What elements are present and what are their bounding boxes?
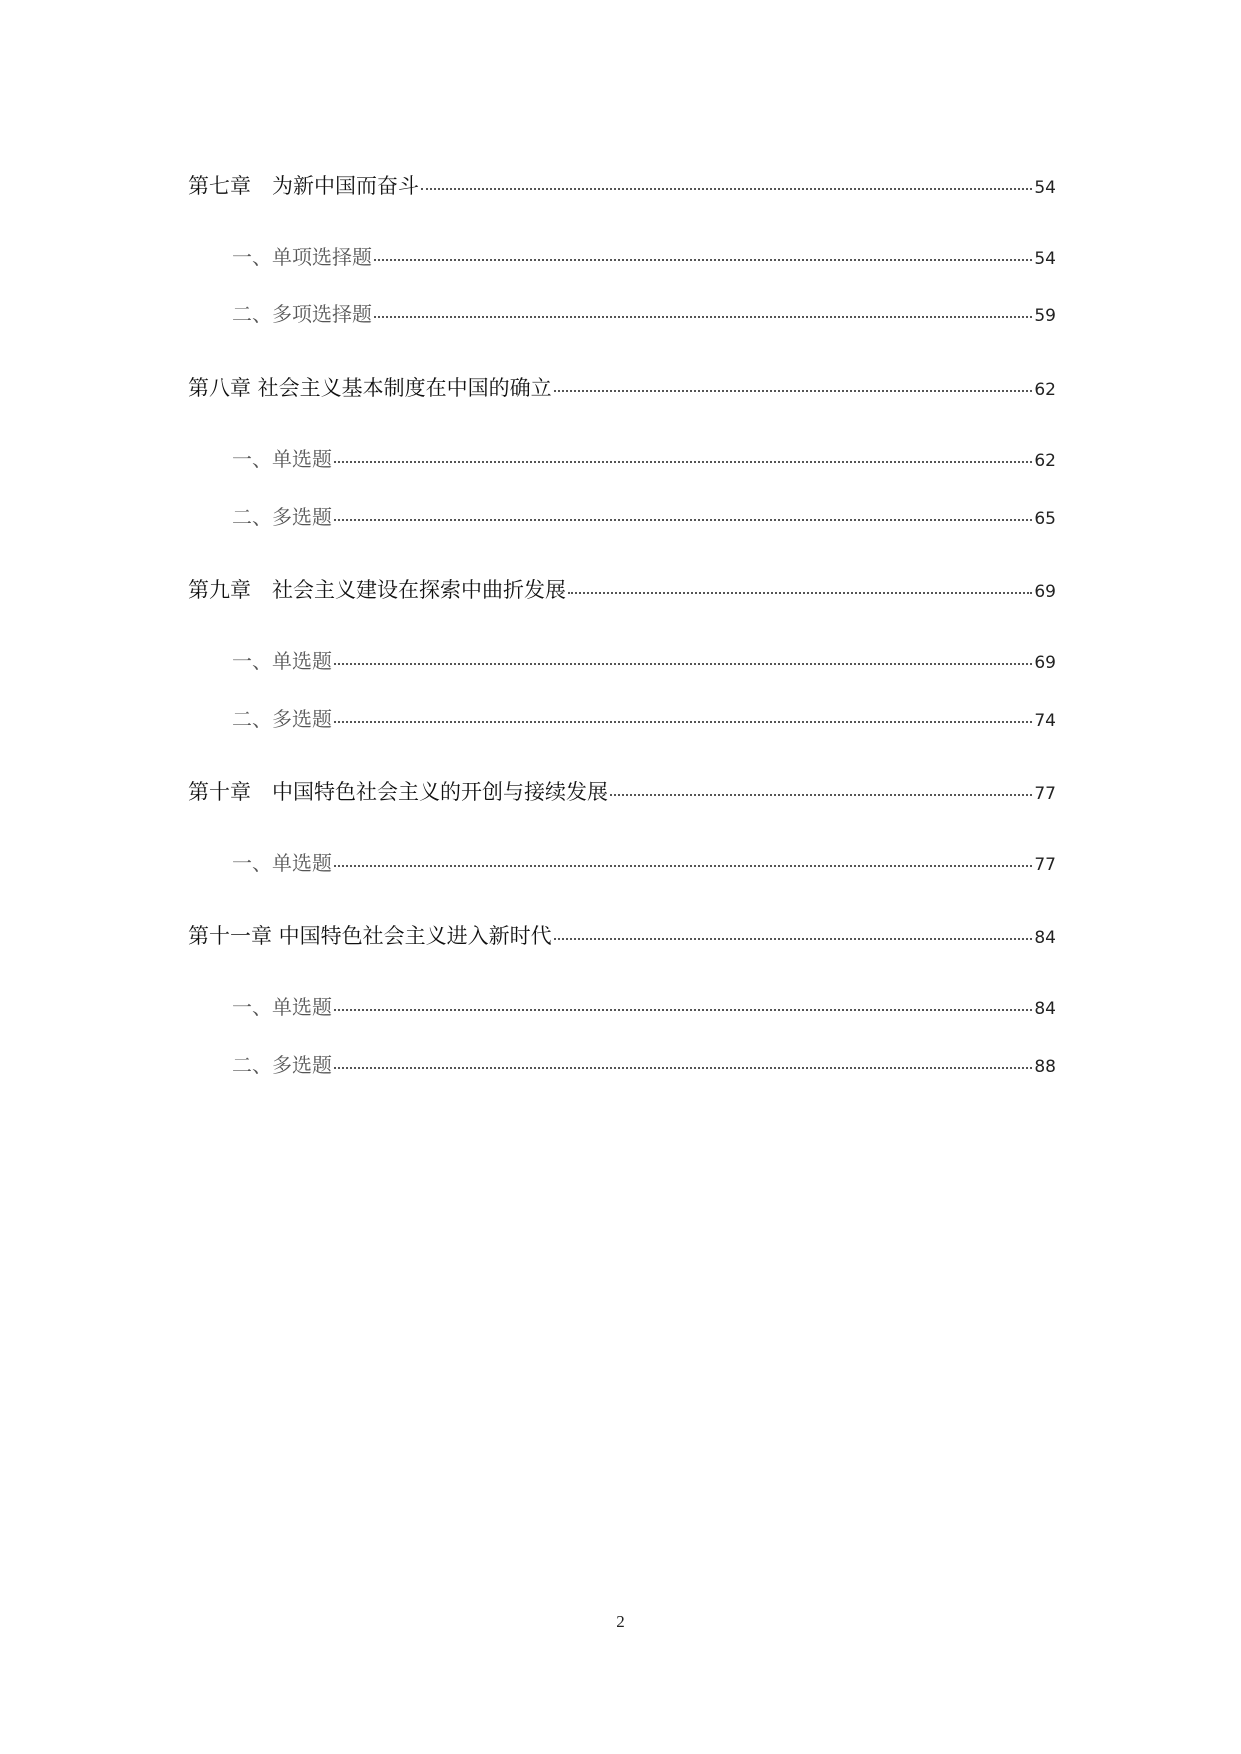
dot-leader xyxy=(554,390,1033,392)
toc-entry-label: 一、单选题 xyxy=(232,995,332,1019)
dot-leader xyxy=(554,938,1033,940)
toc-section[interactable] xyxy=(232,645,1056,674)
toc-entry-page: 88 xyxy=(1034,1057,1056,1077)
toc-entry-page: 62 xyxy=(1034,380,1056,400)
toc-entry-page: 69 xyxy=(1034,653,1056,673)
toc-entry-page: 54 xyxy=(1034,249,1056,269)
toc-section[interactable] xyxy=(232,1049,1056,1078)
toc-entry-label: 第九章 社会主义建设在探索中曲折发展 xyxy=(188,578,566,602)
toc-section[interactable] xyxy=(232,847,1056,876)
dot-leader xyxy=(334,721,1032,723)
dot-leader xyxy=(334,1009,1032,1011)
toc-entry-page: 77 xyxy=(1034,784,1056,804)
toc-entry-page: 84 xyxy=(1034,928,1056,948)
dot-leader xyxy=(334,1067,1032,1069)
dot-leader xyxy=(421,188,1032,190)
toc-entry-page: 65 xyxy=(1034,509,1056,529)
dot-leader xyxy=(334,663,1032,665)
toc-entry-label: 二、多项选择题 xyxy=(232,302,372,326)
toc-entry-page: 84 xyxy=(1034,999,1056,1019)
toc-entry-label: 一、单项选择题 xyxy=(232,245,372,269)
toc-chapter-7[interactable] xyxy=(188,170,1056,200)
dot-leader xyxy=(334,461,1032,463)
toc-entry-page: 77 xyxy=(1034,855,1056,875)
toc-section[interactable] xyxy=(232,443,1056,472)
toc-section[interactable] xyxy=(232,991,1056,1020)
toc-chapter-9[interactable] xyxy=(188,574,1056,604)
toc-entry-page: 54 xyxy=(1034,178,1056,198)
toc-section[interactable] xyxy=(232,501,1056,530)
toc-chapter-8[interactable] xyxy=(188,372,1056,402)
page-number: 2 xyxy=(616,1612,625,1631)
toc-section[interactable] xyxy=(232,241,1056,270)
toc-entry-label: 一、单选题 xyxy=(232,649,332,673)
toc-section[interactable] xyxy=(232,703,1056,732)
table-of-contents xyxy=(188,0,1056,1754)
toc-chapter-11[interactable] xyxy=(188,920,1056,950)
toc-chapter-10[interactable] xyxy=(188,776,1056,806)
dot-leader xyxy=(374,316,1032,318)
toc-entry-page: 69 xyxy=(1034,582,1056,602)
dot-leader xyxy=(334,519,1032,521)
toc-entry-label: 一、单选题 xyxy=(232,447,332,471)
toc-entry-label: 第七章 为新中国而奋斗 xyxy=(188,174,419,198)
toc-entry-page: 62 xyxy=(1034,451,1056,471)
toc-entry-label: 二、多选题 xyxy=(232,505,332,529)
toc-entry-page: 59 xyxy=(1034,306,1056,326)
toc-entry-label: 二、多选题 xyxy=(232,707,332,731)
dot-leader xyxy=(610,794,1032,796)
dot-leader xyxy=(334,865,1032,867)
dot-leader xyxy=(374,259,1032,261)
dot-leader xyxy=(568,592,1032,594)
toc-entry-label: 一、单选题 xyxy=(232,851,332,875)
toc-section[interactable] xyxy=(232,298,1056,327)
toc-entry-label: 第八章 社会主义基本制度在中国的确立 xyxy=(188,376,552,400)
toc-entry-label: 第十一章 中国特色社会主义进入新时代 xyxy=(188,924,552,948)
toc-entry-page: 74 xyxy=(1034,711,1056,731)
toc-entry-label: 第十章 中国特色社会主义的开创与接续发展 xyxy=(188,780,608,804)
toc-entry-label: 二、多选题 xyxy=(232,1053,332,1077)
